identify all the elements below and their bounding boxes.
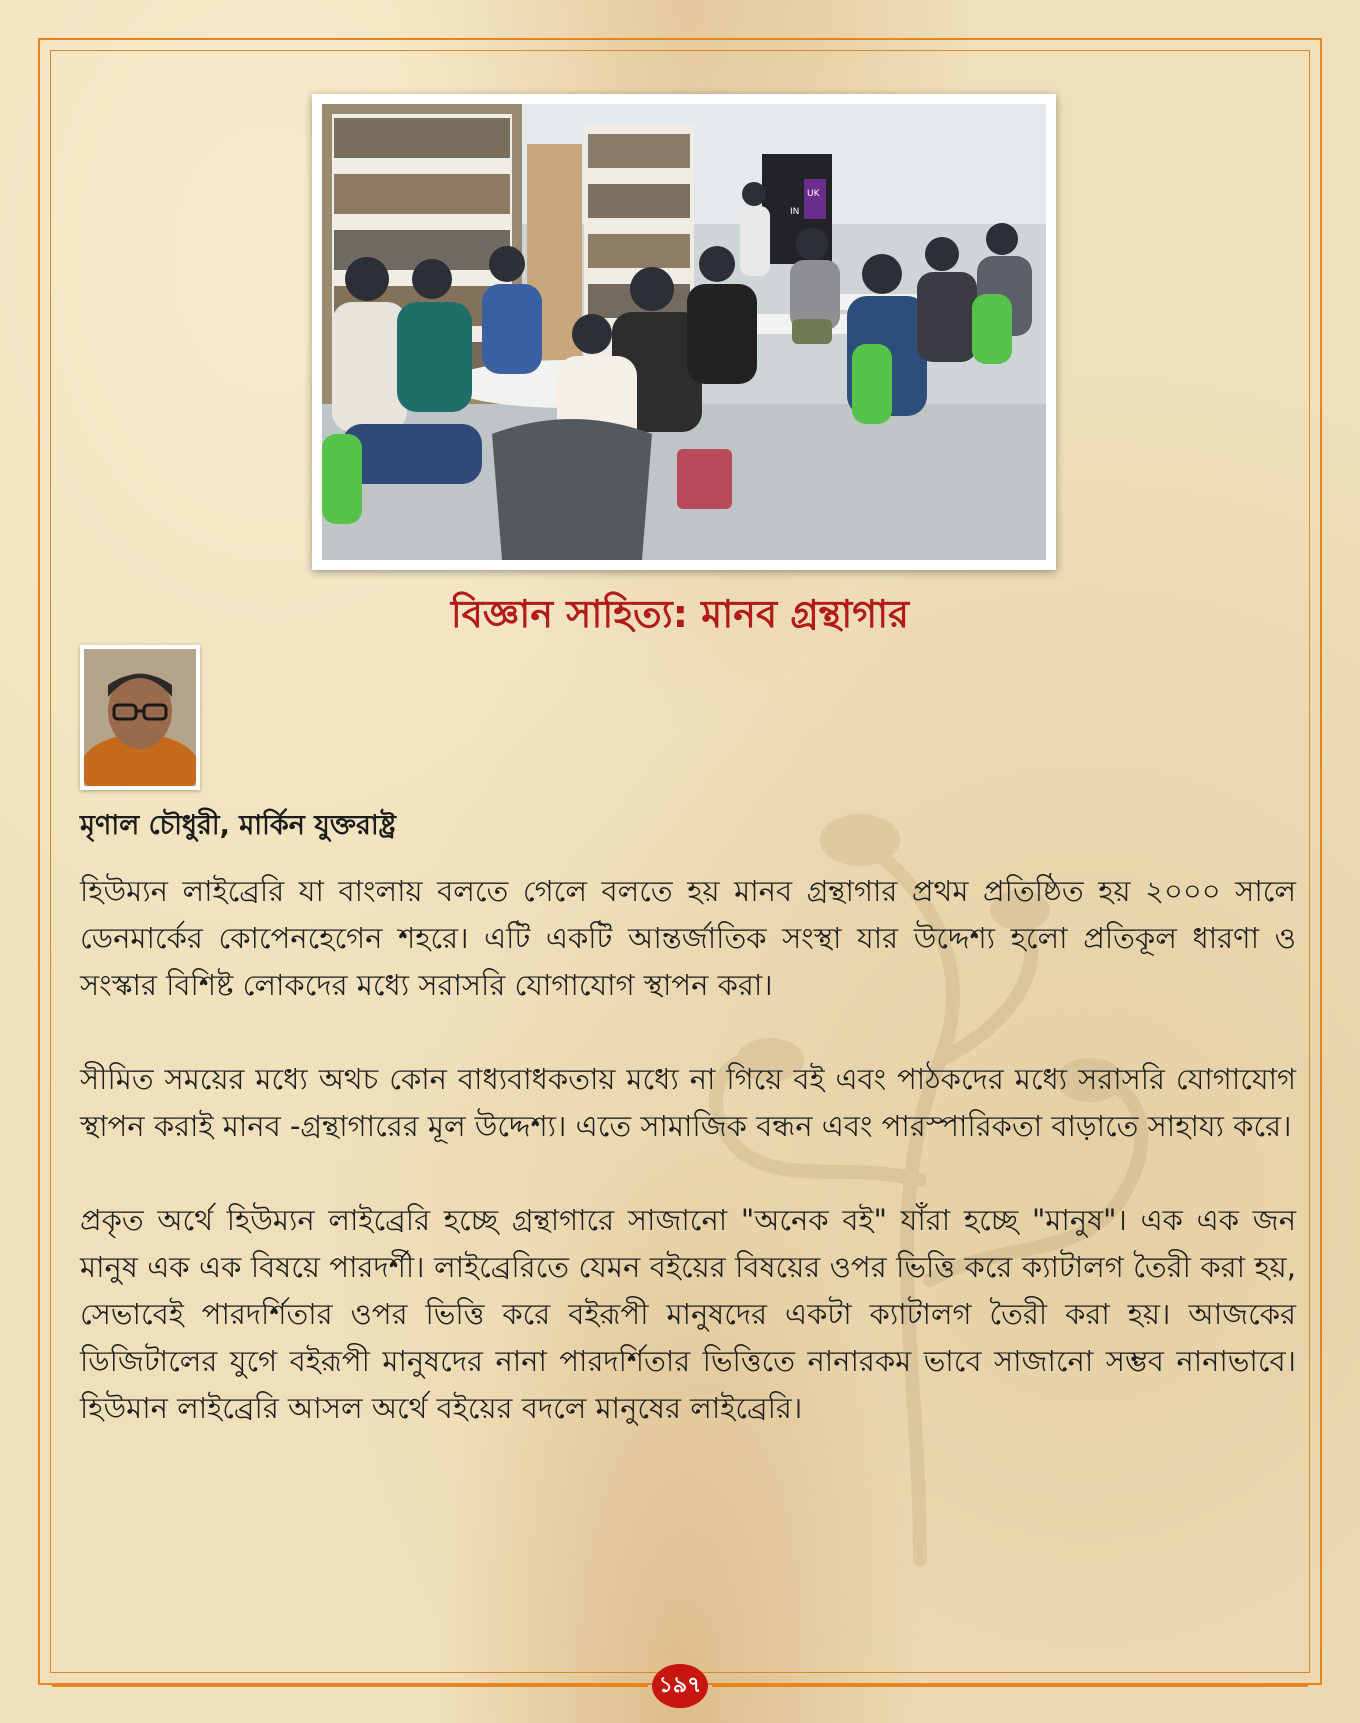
library-photo-frame xyxy=(312,94,1056,570)
author-photo xyxy=(84,649,196,786)
paragraph-1: হিউম্যন লাইব্রেরি যা বাংলায় বলতে গেলে বলতে হয় মানব গ্রন্থাগার প্রথম প্রতিষ্ঠিত হয় ২০০০ সালে ডেনমার্কের কোপেনহেগেন শহরে। এটি একটি আন্তর্জাতিক সংস্থা যার উদ্দেশ্য হলো প্রতিকূল ধারণা ও সংস্কার বিশিষ্ট লোকদের মধ্যে সরাসরি যোগাযোগ স্থাপন করা। xyxy=(80,874,1296,1002)
footer-rule-right xyxy=(712,1685,1308,1687)
library-photo xyxy=(322,104,1046,560)
library-scene-image xyxy=(322,104,1046,560)
paragraph-3: প্রকৃত অর্থে হিউম্যন লাইব্রেরি হচ্ছে গ্রন্থাগারে সাজানো "অনেক বই" যাঁরা হচ্ছে "মানুষ"। এক এক জন মানুষ এক এক বিষয়ে পারদর্শী। লাইব্রেরিতে যেমন বইয়ের বিষয়ের ওপর ভিত্তি করে ক্যাটালগ তৈরী করা হয়, সেভাবেই পারদর্শিতার ওপর ভিত্তি করে বইরূপী মানুষদের একটা ক্যাটালগ তৈরী করা হয়। আজকের ডিজিটালের যুগে বইরূপী মানুষদের নানা পারদর্শিতার ভিত্তিতে নানারকম ভাবে সাজানো সম্ভব নানাভাবে। হিউমান লাইব্রেরি আসল অর্থে বইয়ের বদলে মানুষের লাইব্রেরি। xyxy=(80,1203,1296,1425)
sign-in-text: IN xyxy=(790,207,800,217)
article-body xyxy=(80,868,1296,1479)
footer-rule-left xyxy=(52,1685,648,1687)
article-title: বিজ্ঞান সাহিত্য: মানব গ্রন্থাগার xyxy=(450,592,910,636)
author-portrait-image xyxy=(84,649,196,786)
paragraph-2: সীমিত সময়ের মধ্যে অথচ কোন বাধ্যবাধকতায় মধ্যে না গিয়ে বই এবং পাঠকদের মধ্যে সরাসরি যোগাযোগ স্থাপন করাই মানব -গ্রন্থাগারের মূল উদ্দেশ্য। এতে সামাজিক বন্ধন এবং পারস্পারিকতা বাড়াতে সাহায্য করে। xyxy=(80,1062,1296,1143)
sign-uk-text: UK xyxy=(807,189,820,199)
author-photo-frame xyxy=(80,645,200,790)
page-number-badge: ১৯৭ xyxy=(652,1664,708,1708)
author-byline: মৃণাল চৌধুরী, মার্কিন যুক্তরাষ্ট্র xyxy=(80,810,396,841)
